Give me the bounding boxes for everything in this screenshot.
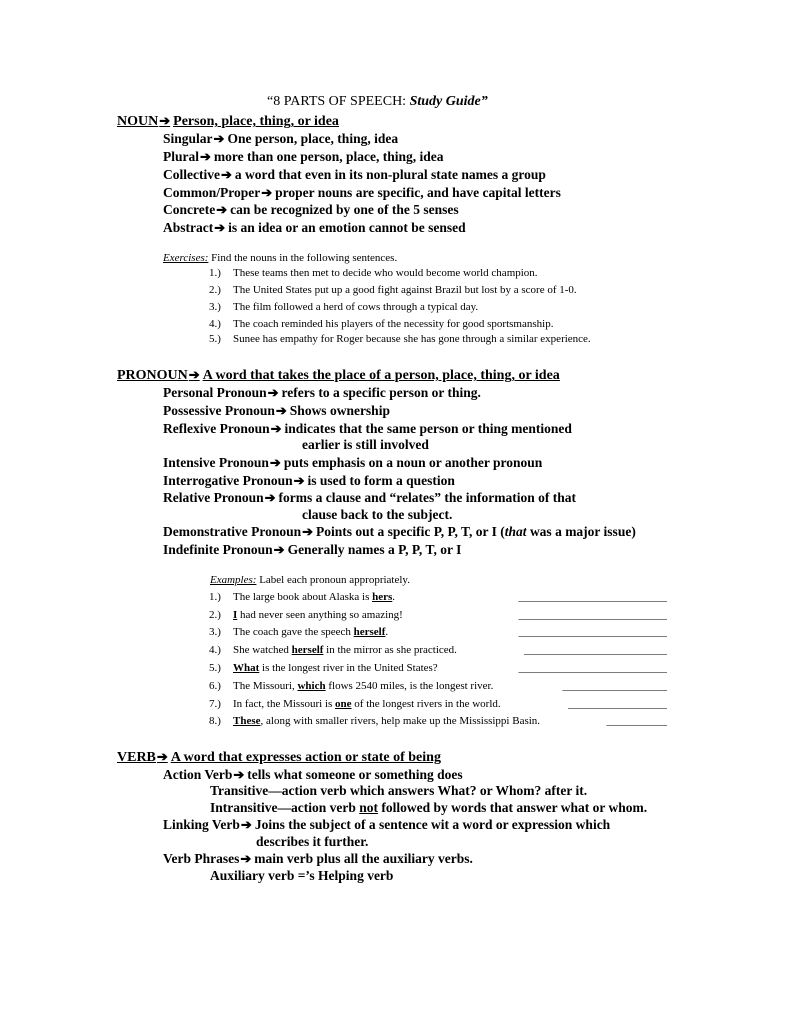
pronoun-type-def: Shows ownership [289, 403, 390, 418]
linking-verb-line [163, 817, 610, 833]
example-number: 4.) [209, 644, 221, 656]
example-text-pre: The large book about Alaska is [233, 591, 373, 603]
noun-definition: Person, place, thing, or idea [173, 114, 339, 129]
page-title: “8 PARTS OF SPEECH: Study Guide” [267, 94, 488, 109]
pronoun-type-def-italic: that [504, 524, 527, 539]
noun-type-term: Concrete [163, 202, 216, 217]
right-arrow-icon: ➔ [233, 767, 245, 782]
right-arrow-icon: ➔ [200, 149, 211, 164]
verb-phrases-line [163, 851, 473, 867]
noun-label: NOUN [117, 114, 159, 129]
noun-type-term: Singular [163, 131, 213, 146]
right-arrow-icon: ➔ [269, 455, 281, 470]
pronoun-type-term: Demonstrative Pronoun [163, 524, 302, 539]
pronoun-type-def: refers to a specific person or thing. [281, 385, 481, 400]
noun-type-item [163, 220, 466, 236]
right-arrow-icon: ➔ [275, 403, 287, 418]
example-number: 3.) [209, 626, 221, 638]
right-arrow-icon: ➔ [302, 524, 314, 539]
pronoun-label: PRONOUN [117, 368, 188, 383]
exercise-item [209, 267, 538, 279]
example-item [209, 591, 395, 603]
pronoun-type-term: Indefinite Pronoun [163, 542, 273, 557]
exercise-number: 1.) [209, 267, 221, 279]
pronoun-type-term: Interrogative Pronoun [163, 473, 293, 488]
noun-type-term: Collective [163, 167, 220, 182]
exercise-item [209, 318, 553, 330]
intransitive-line: Intransitive—action verb not followed by words that answer what or whom. [210, 800, 648, 815]
example-key-pronoun: hers [372, 591, 393, 603]
example-number: 5.) [209, 662, 221, 674]
answer-blank: ___________ [606, 715, 667, 727]
example-text-pre: The Missouri, [233, 680, 298, 692]
example-text-pre: The coach gave the speech [233, 626, 354, 638]
linking-verb-def: Joins the subject of a sentence wit a word or expression which [254, 817, 611, 832]
exercise-item [209, 301, 478, 313]
example-text-post: flows 2540 miles, is the longest river. [325, 680, 494, 692]
noun-type-def: more than one person, place, thing, idea [213, 149, 444, 164]
noun-type-def: proper nouns are specific, and have capital letters [275, 185, 561, 200]
examples-instruction: Label each pronoun appropriately. [259, 574, 410, 586]
pronoun-type-def: Points out a specific P, P, T, or I ( [316, 524, 505, 539]
example-text-post: is the longest river in the United States? [259, 662, 438, 674]
exercise-number: 4.) [209, 318, 221, 330]
example-item [209, 680, 493, 692]
exercise-text: The United States put up a good fight against Brazil but lost by a score of 1-0. [233, 284, 577, 296]
example-number: 2.) [209, 609, 221, 621]
linking-verb-term: Linking Verb [163, 817, 240, 832]
example-text-post: , along with smaller rivers, help make up the Mississippi Basin. [260, 715, 541, 727]
pronoun-type-def: puts emphasis on a noun or another pronoun [283, 455, 543, 470]
auxiliary-verb-line: Auxiliary verb =’s Helping verb [210, 868, 394, 883]
example-key-pronoun: These [233, 715, 261, 727]
transitive-line: Transitive—action verb which answers What? or Whom? after it. [210, 783, 588, 798]
example-key-pronoun: which [297, 680, 326, 692]
pronoun-type-def-end: was a major issue) [526, 524, 636, 539]
right-arrow-icon: ➔ [213, 131, 225, 146]
pronoun-heading [117, 367, 560, 384]
noun-type-item [163, 131, 398, 147]
pronoun-type-def: forms a clause and “relates” the information of that [278, 490, 576, 505]
noun-type-term: Abstract [163, 220, 214, 235]
right-arrow-icon: ➔ [214, 220, 226, 235]
pronoun-type-term: Personal Pronoun [163, 385, 267, 400]
example-item [209, 609, 403, 621]
right-arrow-icon: ➔ [261, 185, 273, 200]
verb-phrases-def: main verb plus all the auxiliary verbs. [254, 851, 473, 866]
example-key-pronoun: What [233, 662, 260, 674]
example-item [209, 626, 388, 638]
pronoun-definition: A word that takes the place of a person, place, thing, or idea [202, 368, 560, 383]
example-text-post: . [392, 591, 396, 603]
answer-blank: __________________ [568, 698, 667, 710]
right-arrow-icon: ➔ [273, 542, 285, 557]
right-arrow-icon: ➔ [216, 202, 228, 217]
example-number: 1.) [209, 591, 221, 603]
right-arrow-icon: ➔ [240, 817, 252, 832]
examples-label: Examples: [210, 574, 257, 586]
action-verb-term: Action Verb [163, 767, 233, 782]
example-text-post: in the mirror as she practiced. [323, 644, 457, 656]
noun-exercises-header [163, 252, 397, 264]
right-arrow-icon: ➔ [159, 113, 171, 128]
pronoun-type-item [163, 490, 576, 506]
pronoun-type-def: indicates that the same person or thing mentioned [284, 421, 572, 436]
verb-phrases-term: Verb Phrases [163, 851, 240, 866]
linking-verb-cont: describes it further. [256, 834, 369, 849]
exercise-number: 5.) [209, 333, 221, 345]
answer-blank: __________________________ [524, 644, 667, 656]
right-arrow-icon: ➔ [220, 167, 232, 182]
pronoun-type-def: Generally names a P, P, T, or I [287, 542, 462, 557]
verb-definition: A word that expresses action or state of being [170, 750, 441, 765]
pronoun-type-cont: earlier is still involved [302, 437, 429, 452]
noun-type-def: can be recognized by one of the 5 senses [230, 202, 459, 217]
exercises-instruction: Find the nouns in the following sentences. [211, 252, 398, 264]
example-item [209, 715, 540, 727]
right-arrow-icon: ➔ [267, 385, 279, 400]
exercise-item [209, 284, 577, 296]
pronoun-type-item [163, 421, 572, 437]
right-arrow-icon: ➔ [240, 851, 252, 866]
exercise-text: The coach reminded his players of the necessity for good sportsmanship. [233, 318, 554, 330]
noun-type-def: a word that even in its non-plural state names a group [234, 167, 546, 182]
example-text-pre: She watched [233, 644, 292, 656]
pronoun-type-term: Relative Pronoun [163, 490, 264, 505]
pronoun-type-item [163, 403, 390, 419]
verb-heading [117, 749, 441, 766]
noun-type-term: Plural [163, 149, 199, 164]
exercise-number: 3.) [209, 301, 221, 313]
example-key-pronoun: one [335, 698, 352, 710]
noun-type-term: Common/Proper [163, 185, 261, 200]
answer-blank: ___________________________ [518, 626, 667, 638]
right-arrow-icon: ➔ [188, 367, 200, 382]
noun-type-item [163, 149, 444, 165]
example-text-post: had never seen anything so amazing! [237, 609, 403, 621]
intransitive-not: not [359, 800, 379, 815]
action-verb-def: tells what someone or something does [247, 767, 463, 782]
exercise-text: Sunee has empathy for Roger because she has gone through a similar experience. [233, 333, 591, 345]
noun-heading [117, 113, 339, 130]
page-title-italic: Study Guide” [409, 94, 488, 109]
exercise-text: These teams then met to decide who would become world champion. [233, 267, 538, 279]
pronoun-type-item [163, 455, 542, 471]
example-text-post: . [385, 626, 389, 638]
answer-blank: ___________________________ [518, 609, 667, 621]
example-key-pronoun: herself [291, 644, 324, 656]
example-item [209, 662, 438, 674]
pronoun-type-item [163, 473, 455, 489]
noun-type-def: One person, place, thing, idea [227, 131, 399, 146]
pronoun-type-term: Possessive Pronoun [163, 403, 275, 418]
exercises-label: Exercises: [163, 252, 209, 264]
noun-type-item [163, 202, 459, 218]
pronoun-type-def: is used to form a question [307, 473, 455, 488]
example-number: 6.) [209, 680, 221, 692]
example-item [209, 644, 457, 656]
example-number: 7.) [209, 698, 221, 710]
exercise-text: The film followed a herd of cows through a typical day. [233, 301, 479, 313]
pronoun-type-term: Reflexive Pronoun [163, 421, 270, 436]
example-number: 8.) [209, 715, 221, 727]
action-verb-line [163, 767, 463, 783]
answer-blank: ___________________________ [518, 662, 667, 674]
noun-type-item [163, 185, 561, 201]
noun-type-item [163, 167, 546, 183]
example-key-pronoun: I [233, 609, 238, 621]
exercise-item [209, 333, 591, 345]
right-arrow-icon: ➔ [264, 490, 276, 505]
pronoun-type-item [163, 385, 481, 401]
verb-label: VERB [117, 750, 156, 765]
pronoun-type-item [163, 524, 636, 540]
right-arrow-icon: ➔ [156, 749, 168, 764]
noun-type-def: is an idea or an emotion cannot be sensed [228, 220, 466, 235]
right-arrow-icon: ➔ [270, 421, 282, 436]
pronoun-examples-header [210, 574, 410, 586]
answer-blank: ___________________________ [518, 591, 667, 603]
answer-blank: ___________________ [562, 680, 667, 692]
pronoun-type-cont: clause back to the subject. [302, 507, 453, 522]
example-item [209, 698, 501, 710]
right-arrow-icon: ➔ [293, 473, 305, 488]
example-text-post: of the longest rivers in the world. [351, 698, 501, 710]
example-key-pronoun: herself [353, 626, 386, 638]
example-text-pre: In fact, the Missouri is [233, 698, 336, 710]
exercise-number: 2.) [209, 284, 221, 296]
pronoun-type-item [163, 542, 461, 558]
pronoun-type-term: Intensive Pronoun [163, 455, 269, 470]
